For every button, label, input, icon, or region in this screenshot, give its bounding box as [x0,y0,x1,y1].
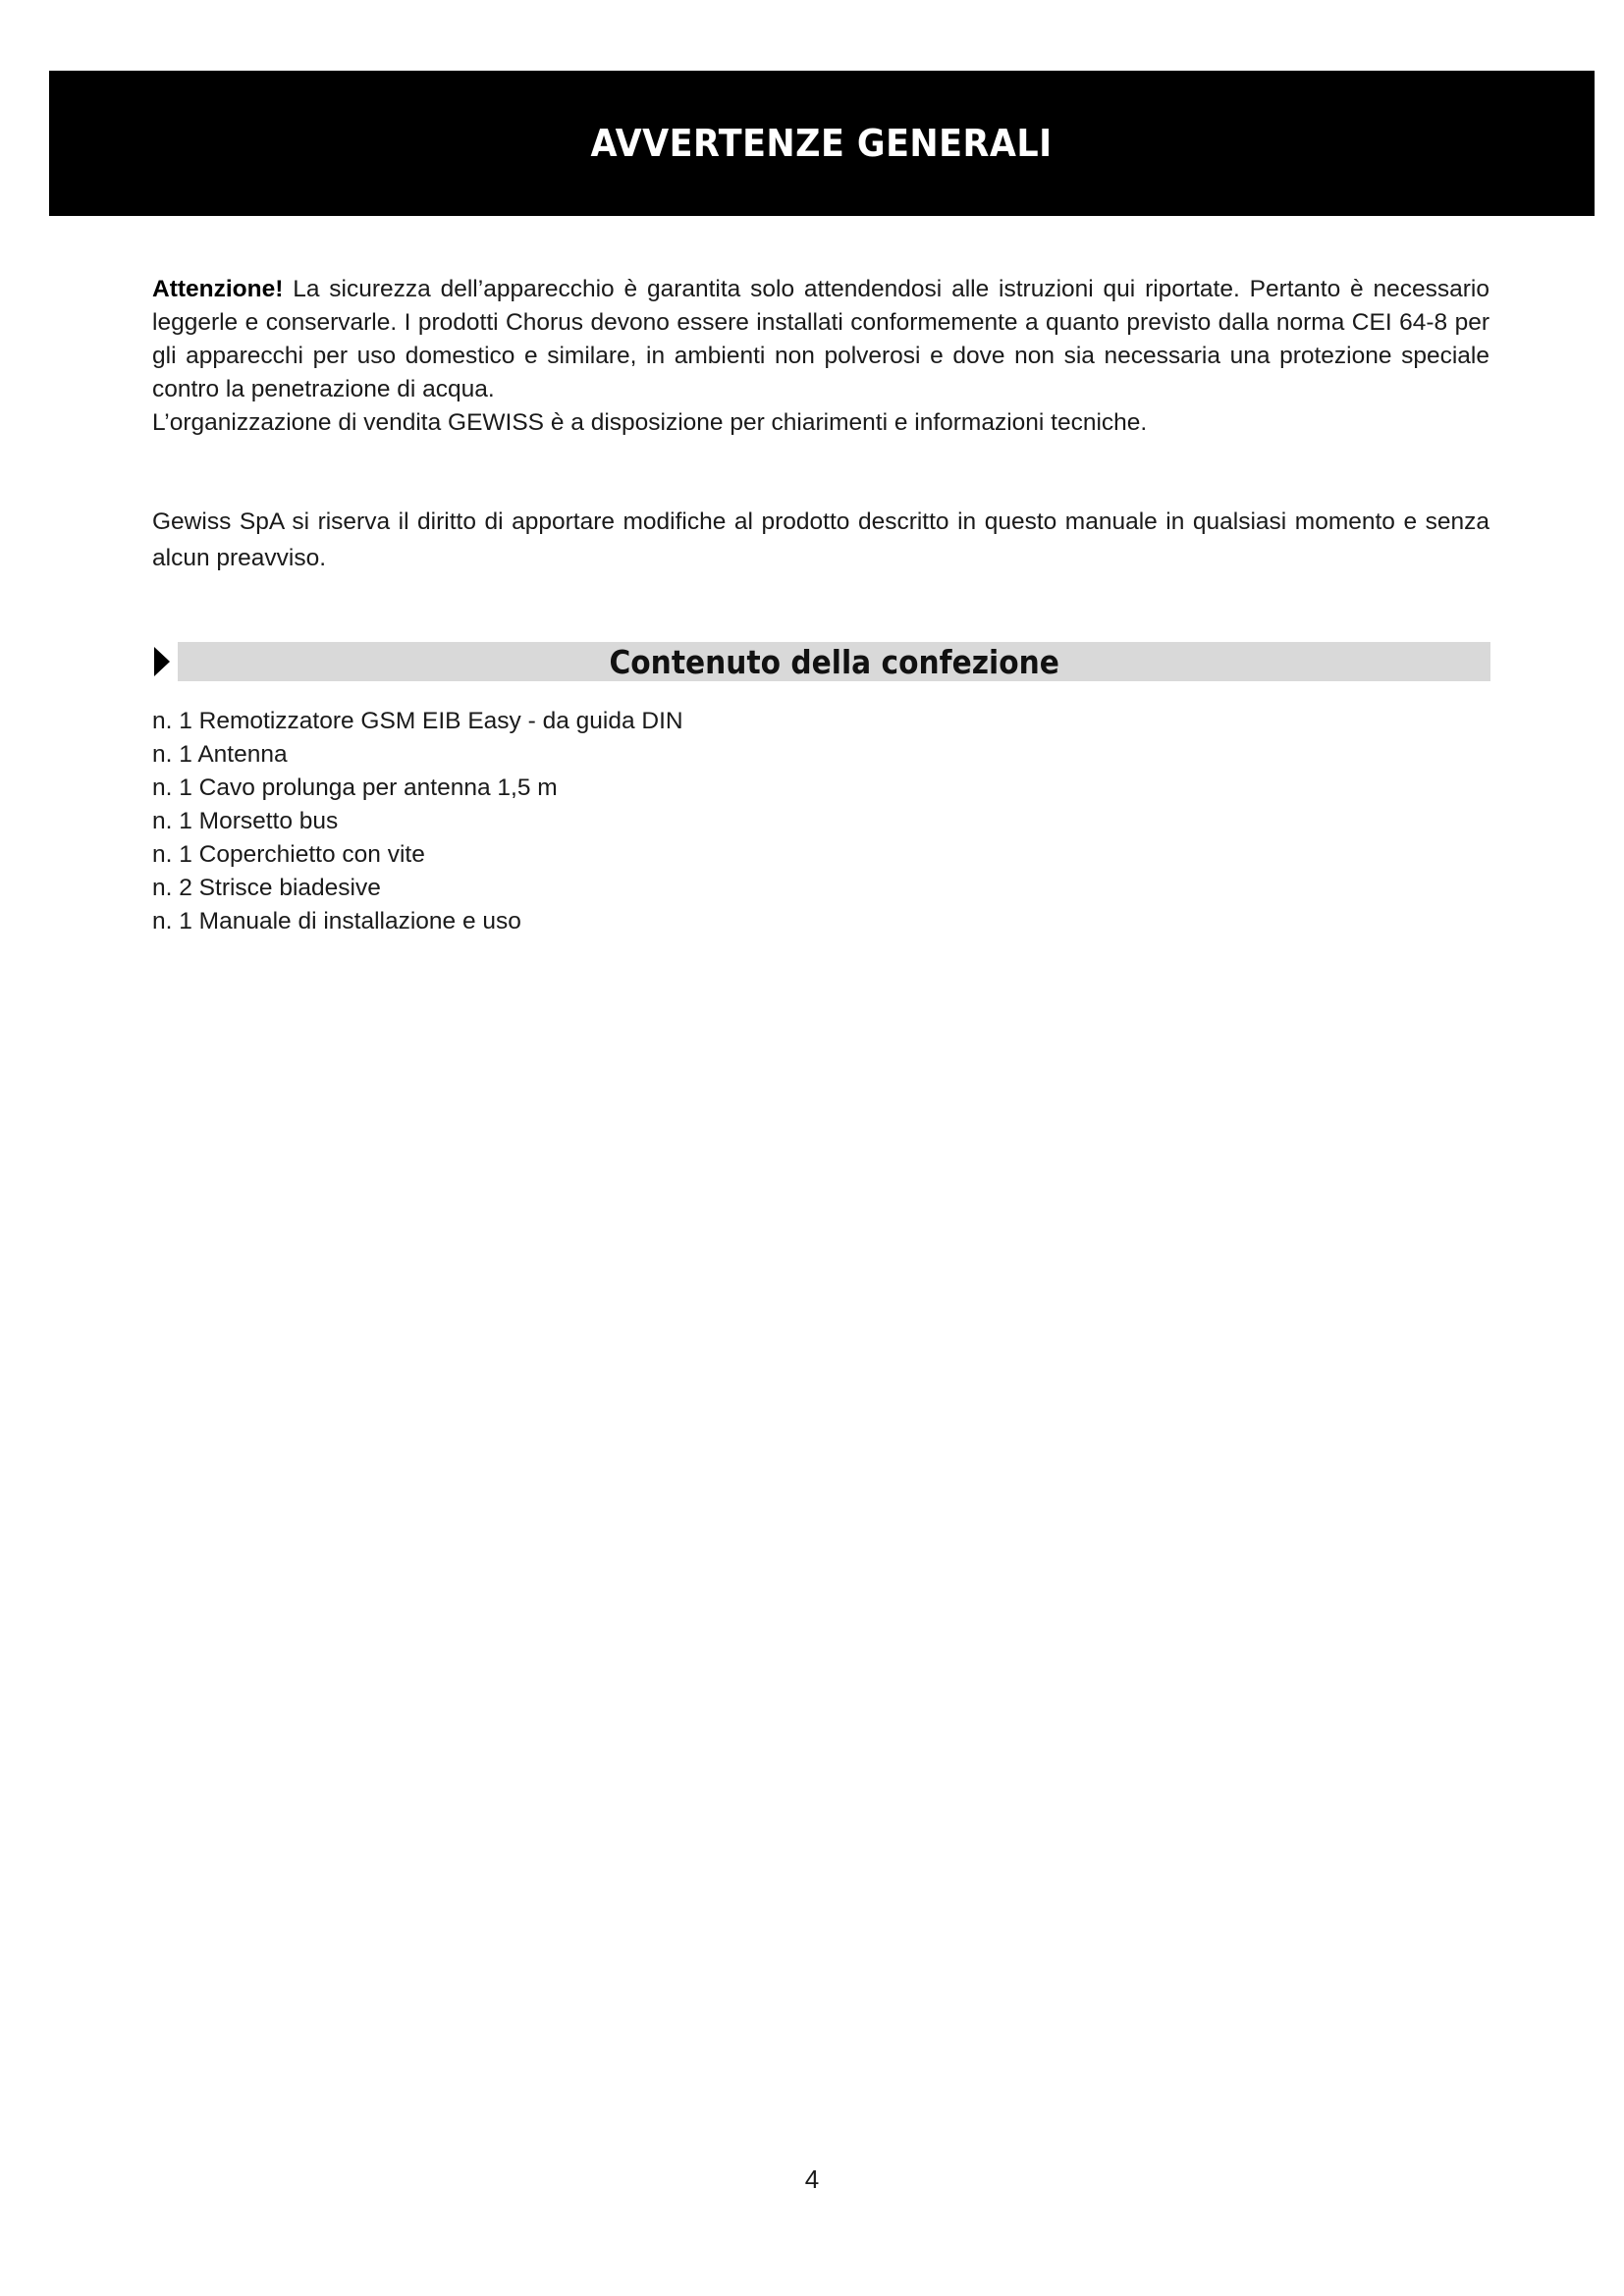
page-title: AVVERTENZE GENERALI [590,122,1054,165]
list-item: n. 1 Morsetto bus [152,808,339,834]
notice-block [152,504,1489,576]
header-banner [49,71,1595,216]
sales-note: L’organizzazione di vendita GEWISS è a disposizione per chiarimenti e informazioni tecniche. [152,409,1148,436]
warning-block [152,273,1489,440]
warning-paragraph [152,273,1489,406]
section-heading [152,641,1490,682]
warning-text: La sicurezza dell’apparecchio è garantita solo attendendosi alle istruzioni qui riportate. Pertanto è necessario leggerle e conservarle. I prodotti Chorus devono essere installati conformemente a quanto previsto dalla norma CEI 64-8 per gli apparecchi per uso domestico e similare, in ambienti non polverosi e dove non sia necessaria una protezione speciale contro la penetrazione di acqua. [152,276,1489,402]
list-item: n. 2 Strisce biadesive [152,875,381,901]
package-contents-list [152,705,683,938]
page-number: 4 [804,2164,820,2194]
list-item: n. 1 Cavo prolunga per antenna 1,5 m [152,774,558,801]
section-bar [178,642,1490,681]
list-item: n. 1 Coperchietto con vite [152,841,425,868]
section-title: Contenuto della confezione [609,642,1059,681]
list-item: n. 1 Antenna [152,741,288,768]
warning-lead: Attenzione! [152,276,284,302]
notice-text: Gewiss SpA si riserva il diritto di apportare modifiche al prodotto descritto in questo manuale in qualsiasi momento e senza alcun preavviso. [152,508,1489,571]
triangle-bullet-icon [152,641,178,682]
list-item: n. 1 Manuale di installazione e uso [152,908,521,934]
list-item: n. 1 Remotizzatore GSM EIB Easy - da guida DIN [152,708,683,734]
